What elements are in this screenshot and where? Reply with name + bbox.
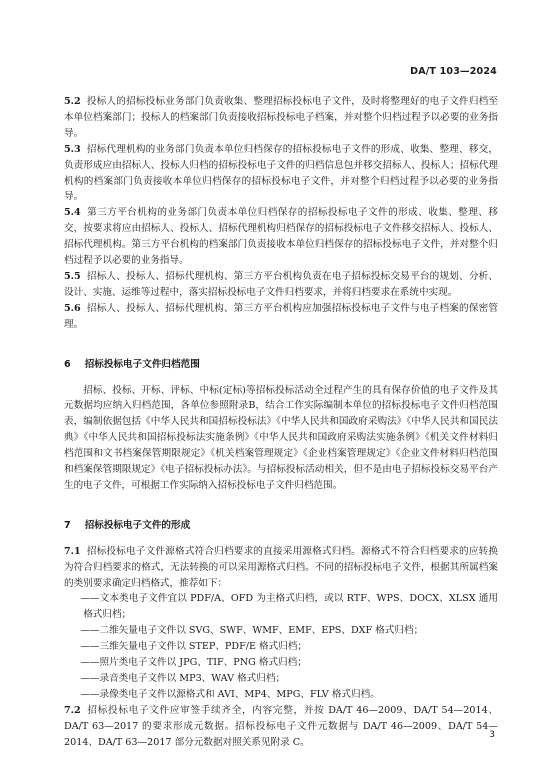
clause-7-1 (64, 544, 498, 592)
standard-code: DA/T 103—2024 (410, 66, 497, 77)
clause-text: 第三方平台机构的业务部门负责本单位归档保存的招标投标电子文件的形成、收集、整理、移交，按要求将应由招标人、投标人、招标代理机构归档保存的招标投标电子文件移交招标人、投标人、招标代理机构。第三方平台机构的档案部门负责接收本单位归档保存的招标投标电子文件，并对整个归档过程予以必要的业务指导。 (64, 207, 498, 267)
format-list-item: ——文本类电子文件宜以 PDF/A、OFD 为主格式归档，或以 RTF、WPS、DOCX、XLSX 通用格式归档； (80, 593, 498, 621)
clause-text: 招标投标电子文件应审签手续齐全，内容完整，并按 DA/T 46—2009、DA/T 54—2014、DA/T 63—2017 的要求形成元数据。招标投标电子文件元数据与 DA/T 46—2009、DA/T 54—2014、DA/T 63—2017 部分元数据对照关系见附录 C。 (64, 704, 498, 748)
section-title: 招标投标电子文件归档范围 (84, 358, 200, 370)
format-list-item: ——录像类电子文件以源格式和 AVI、MP4、MPG、FLV 格式归档。 (80, 688, 380, 700)
clause-text: 招标代理机构的业务部门负责本单位归档保存的招标投标电子文件的形成、收集、整理、移交，负责形成应由招标人、投标人归档的招标投标电子文件的归档信息包并移交招标人、投标人；招标代理机构的档案部门负责接收本单位归档保存的招标投标电子文件，并对整个归档过程予以必要的业务指导。 (64, 143, 498, 203)
clause-number: 5.3 (64, 143, 81, 155)
clause-text: 招标人、投标人、招标代理机构、第三方平台机构负责在电子招标投标交易平台的规划、分析、设计、实施、运维等过程中，落实招标投标电子文件归档要求，并将归档要求在系统中实现。 (64, 270, 498, 298)
clause-number: 5.2 (64, 96, 81, 107)
clause-5-4 (64, 205, 498, 269)
clause-text: 投标人的招标投标业务部门负责收集、整理招标投标电子文件，及时将整理好的电子文件归档至本单位档案部门；投标人的档案部门负责接收招标投标电子档案，并对整个归档过程予以必要的业务指导。 (64, 96, 498, 139)
page-number: 3 (489, 730, 495, 740)
section-7-heading (64, 518, 498, 534)
format-list-item: ——三维矢量电子文件以 STEP、PDF/E 格式归档； (80, 641, 307, 653)
clause-5-5 (64, 269, 498, 301)
section-number: 6 (64, 358, 71, 370)
clause-5-6 (64, 301, 498, 333)
section-6-heading (64, 357, 498, 373)
clause-7-2 (64, 703, 498, 751)
format-list-item: ——二维矢量电子文件以 SVG、SWF、WMF、EMF、EPS、DXF 格式归档； (80, 625, 424, 637)
document-body (64, 94, 498, 751)
format-list-item: ——录音类电子文件以 MP3、WAV 格式归档； (80, 673, 286, 684)
section-6-paragraph: 招标、投标、开标、评标、中标(定标)等招标投标活动全过程产生的具有保存价值的电子文件及其元数据均应纳入归档范围，各单位参照附录B，结合工作实际编制本单位的招标投标电子文件归档范围表，编制依据包括《中华人民共和国招标投标法》《中华人民共和国政府采购法》《中华人民共和国民法典》《中华人民共和国招标投标法实施条例》《中华人民共和国政府采购法实施条例》《机关文件材料归档范围和文书档案保管期限规定》《机关档案管理规定》《企业档案管理规定》《企业文件材料归档范围和档案保管期限规定》《电子招标投标办法》。与招标投标活动相关，但不是由电子招标投标交易平台产生的电子文件，可根据工作实际纳入招标投标电子文件归档范围。 (64, 384, 498, 491)
clause-text: 招标人、投标人、招标代理机构、第三方平台机构应加强招标投标电子文件与电子档案的保密管理。 (64, 302, 498, 330)
clause-5-3 (64, 142, 498, 206)
section-title: 招标投标电子文件的形成 (84, 519, 191, 531)
clause-number: 7.2 (64, 704, 81, 716)
clause-text: 招标投标电子文件源格式符合归档要求的直接采用源格式归档。源格式不符合归档要求的应转换为符合归档要求的格式，无法转换的可以采用源格式归档。不同的招标投标电子文件，根据其所属档案的类别要求确定归档格式，推荐如下： (64, 545, 498, 589)
clause-5-2 (64, 94, 498, 142)
format-list-item: ——照片类电子文件以 JPG、TIF、PNG 格式归档； (80, 657, 307, 669)
clause-number: 5.4 (64, 207, 81, 219)
clause-number: 7.1 (64, 545, 81, 557)
clause-number: 5.6 (64, 302, 81, 314)
section-number: 7 (64, 519, 71, 531)
clause-number: 5.5 (64, 270, 81, 282)
